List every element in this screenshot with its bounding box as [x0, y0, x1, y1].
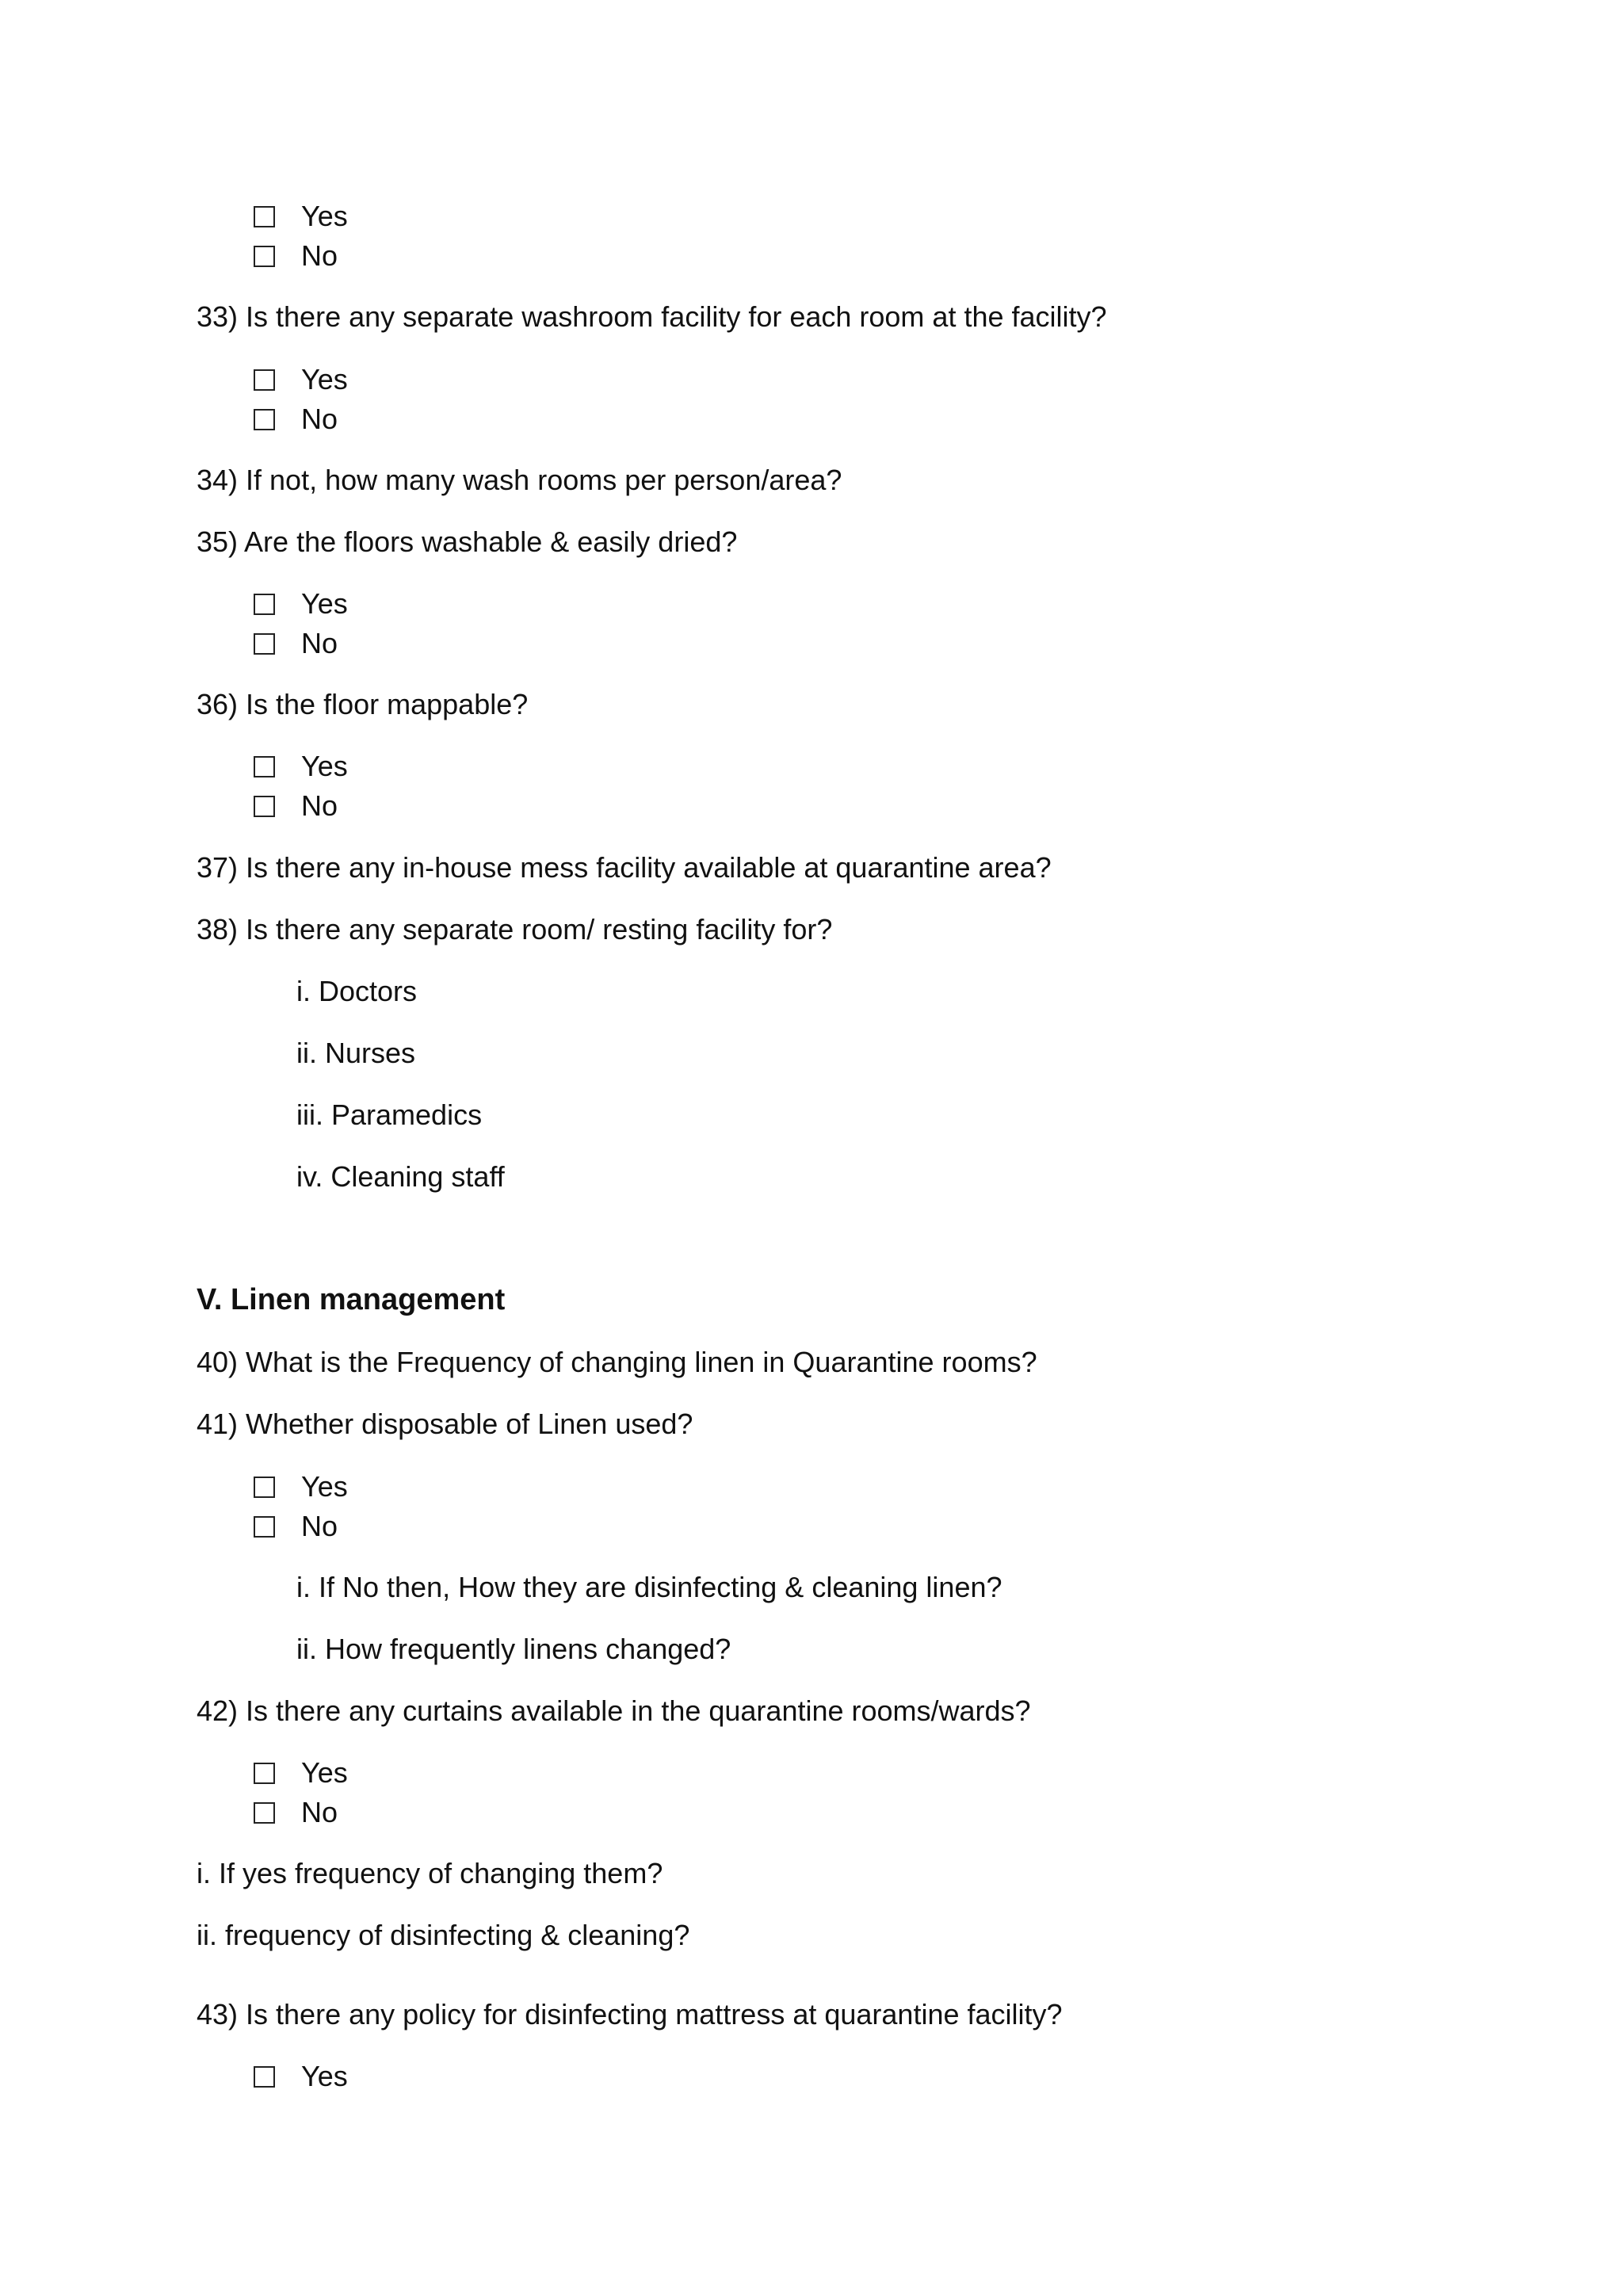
option-yes[interactable] [254, 199, 348, 234]
question-33: 33) Is there any separate washroom facility for each room at the facility? [197, 300, 1107, 333]
checkbox[interactable] [254, 756, 275, 777]
list-item: ii. Nurses [296, 1037, 416, 1069]
option-yes[interactable] [254, 749, 348, 784]
question-43: 43) Is there any policy for disinfecting mattress at quarantine facility? [197, 1998, 1063, 2030]
checkbox[interactable] [254, 409, 275, 430]
checkbox[interactable] [254, 1516, 275, 1538]
list-item: iv. Cleaning staff [296, 1160, 505, 1193]
option-label: No [301, 627, 338, 659]
question-36: 36) Is the floor mappable? [197, 688, 529, 720]
option-no[interactable] [254, 402, 338, 437]
option-yes[interactable] [254, 1755, 348, 1790]
option-yes[interactable] [254, 362, 348, 397]
question-37: 37) Is there any in-house mess facility available at quarantine area? [197, 851, 1052, 884]
option-no[interactable] [254, 626, 338, 661]
checkbox[interactable] [254, 1477, 275, 1498]
checkbox[interactable] [254, 246, 275, 267]
option-label: Yes [301, 1756, 348, 1789]
option-label: Yes [301, 750, 348, 782]
list-item: i. Doctors [296, 975, 418, 1007]
option-no[interactable] [254, 1509, 338, 1544]
option-label: No [301, 403, 338, 435]
checkbox[interactable] [254, 1802, 275, 1824]
option-label: No [301, 239, 338, 272]
option-yes[interactable] [254, 2059, 348, 2094]
list-item: ii. frequency of disinfecting & cleaning? [197, 1919, 690, 1951]
list-item: ii. How frequently linens changed? [296, 1633, 731, 1665]
question-40: 40) What is the Frequency of changing linen in Quarantine rooms? [197, 1346, 1037, 1378]
list-item: i. If yes frequency of changing them? [197, 1857, 663, 1889]
checkbox[interactable] [254, 1763, 275, 1784]
option-label: Yes [301, 1470, 348, 1503]
option-label: Yes [301, 2060, 348, 2092]
checkbox[interactable] [254, 594, 275, 615]
checkbox[interactable] [254, 2066, 275, 2088]
option-label: No [301, 1796, 338, 1828]
checkbox[interactable] [254, 206, 275, 227]
checkbox[interactable] [254, 633, 275, 655]
option-no[interactable] [254, 1795, 338, 1830]
option-label: Yes [301, 200, 348, 232]
option-label: Yes [301, 587, 348, 620]
option-no[interactable] [254, 789, 338, 823]
section-heading: V. Linen management [197, 1283, 506, 1316]
question-42: 42) Is there any curtains available in the quarantine rooms/wards? [197, 1694, 1031, 1727]
option-yes[interactable] [254, 586, 348, 621]
option-label: Yes [301, 363, 348, 395]
list-item: iii. Paramedics [296, 1098, 483, 1131]
question-35: 35) Are the floors washable & easily dried? [197, 525, 738, 558]
option-label: No [301, 789, 338, 822]
question-38: 38) Is there any separate room/ resting facility for? [197, 913, 833, 946]
option-yes[interactable] [254, 1469, 348, 1504]
question-34: 34) If not, how many wash rooms per person/area? [197, 464, 842, 496]
checkbox[interactable] [254, 369, 275, 391]
list-item: i. If No then, How they are disinfecting & cleaning linen? [296, 1571, 1002, 1603]
option-label: No [301, 1510, 338, 1542]
question-41: 41) Whether disposable of Linen used? [197, 1408, 693, 1440]
option-no[interactable] [254, 239, 338, 273]
checkbox[interactable] [254, 796, 275, 817]
